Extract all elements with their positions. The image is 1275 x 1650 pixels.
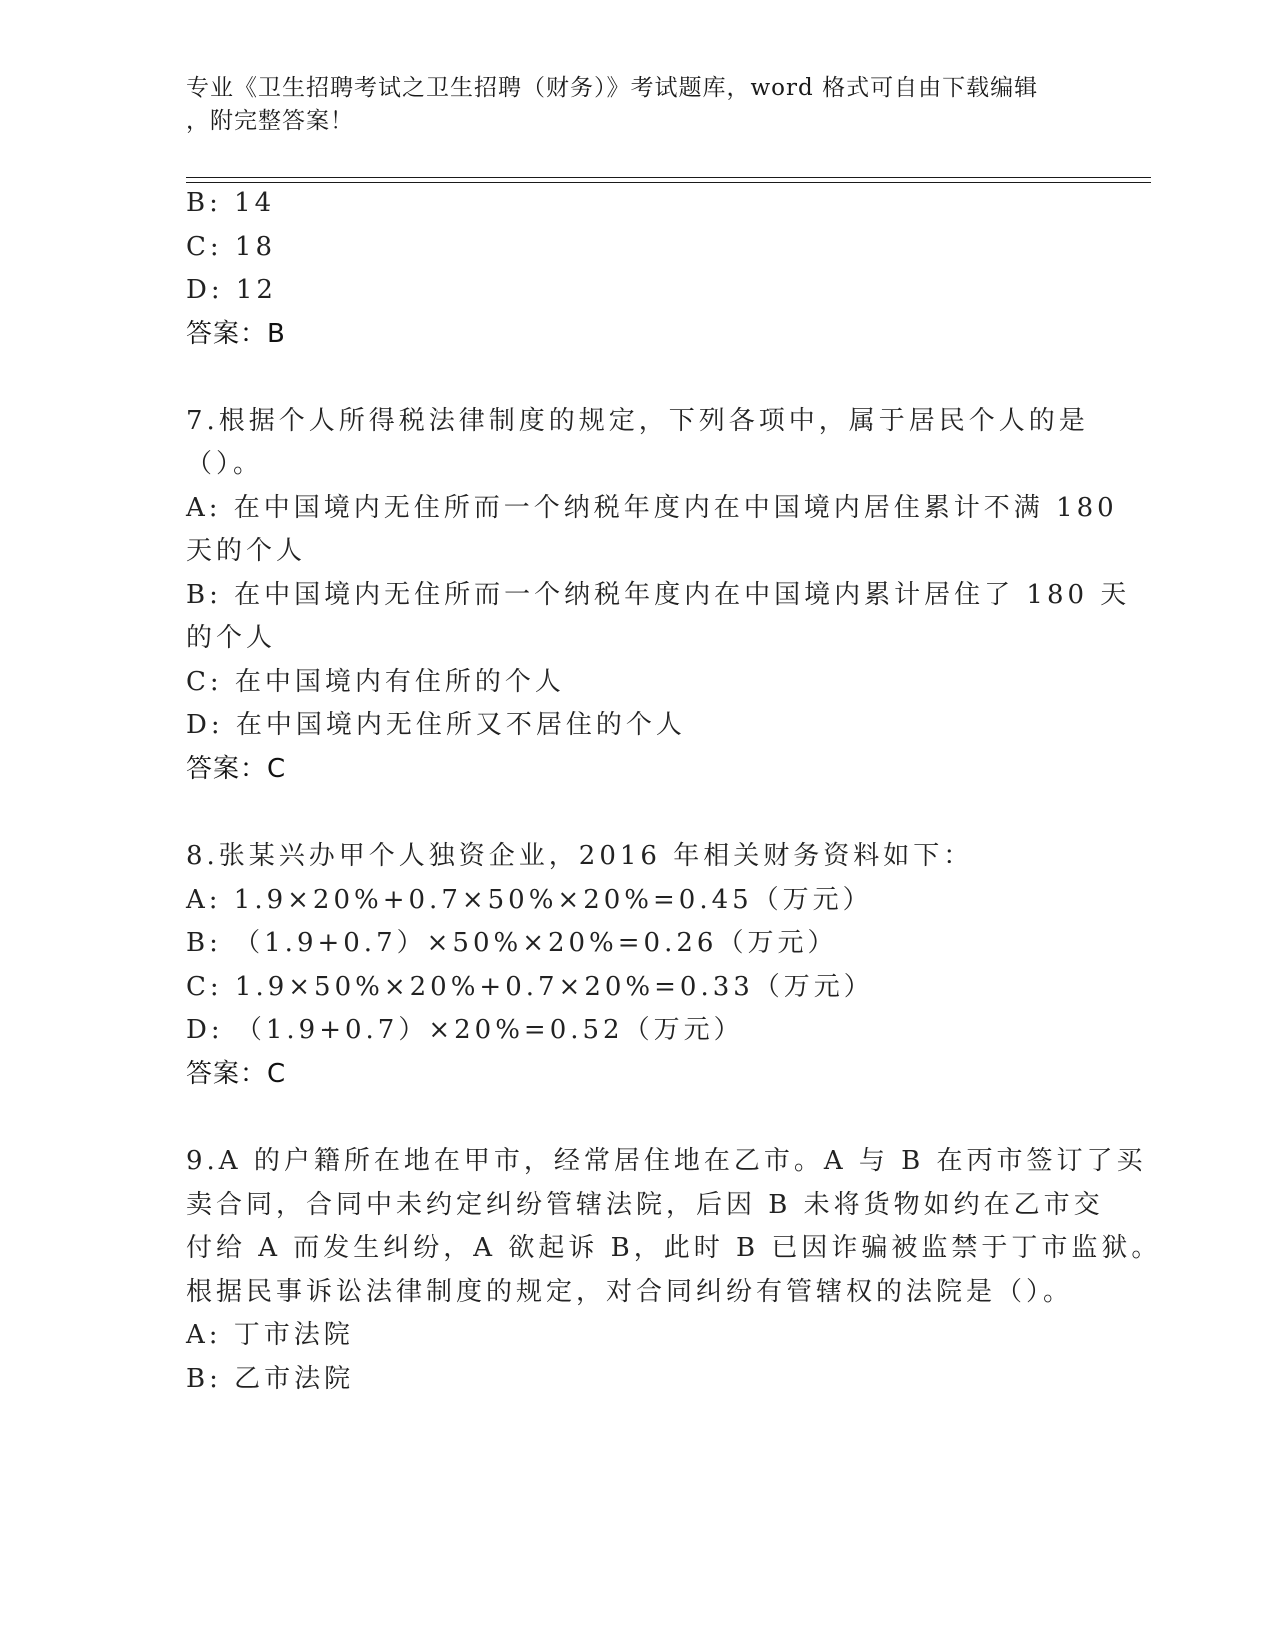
q9-option-b: B: 乙市法院 <box>186 1364 355 1394</box>
document-header <box>186 72 1066 138</box>
q7-option-c: C: 在中国境内有住所的个人 <box>186 667 565 697</box>
q9-option-a: A: 丁市法院 <box>186 1320 354 1350</box>
q7-answer: 答案：C <box>186 754 287 784</box>
q7-option-b-line-2: 的个人 <box>186 623 277 653</box>
q8-option-d: D: （1.9+0.7）×20%=0.52（万元） <box>186 1015 744 1045</box>
prev-option-d: D: 12 <box>186 275 277 305</box>
header-line-2: ，附完整答案！ <box>186 108 354 134</box>
q8-answer: 答案：C <box>186 1059 287 1089</box>
prev-option-b: B: 14 <box>186 188 276 218</box>
q9-stem-line-4: 根据民事诉讼法律制度的规定，对合同纠纷有管辖权的法院是（）。 <box>186 1277 1074 1307</box>
header-divider-top <box>186 177 1151 178</box>
q7-option-b-line-1: B: 在中国境内无住所而一个纳税年度内在中国境内累计居住了 180 天 <box>186 580 1131 610</box>
q8-option-a: A: 1.9×20%+0.7×50%×20%=0.45（万元） <box>186 885 873 915</box>
q7-option-a-line-2: 天的个人 <box>186 536 307 566</box>
header-divider-bottom <box>186 182 1151 183</box>
q8-option-c: C: 1.9×50%×20%+0.7×20%=0.33（万元） <box>186 972 874 1002</box>
prev-option-c: C: 18 <box>186 232 277 262</box>
q8-stem: 8.张某兴办甲个人独资企业，2016 年相关财务资料如下： <box>186 841 974 871</box>
prev-answer: 答案：B <box>186 319 286 349</box>
q8-option-b: B: （1.9+0.7）×50%×20%=0.26（万元） <box>186 928 838 958</box>
q9-stem-line-2: 卖合同，合同中未约定纠纷管辖法院，后因 B 未将货物如约在乙市交 <box>186 1190 1104 1220</box>
header-line-1: 专业《卫生招聘考试之卫生招聘（财务）》考试题库，word 格式可自由下载编辑 <box>186 75 1039 101</box>
q7-option-a-line-1: A: 在中国境内无住所而一个纳税年度内在中国境内居住累计不满 180 <box>186 493 1118 523</box>
q9-stem-line-3: 付给 A 而发生纠纷，A 欲起诉 B，此时 B 已因诈骗被监禁于丁市监狱。 <box>186 1233 1162 1263</box>
q7-option-d: D: 在中国境内无住所又不居住的个人 <box>186 710 686 740</box>
q7-stem-line-1: 7.根据个人所得税法律制度的规定，下列各项中，属于居民个人的是 <box>186 406 1089 436</box>
q7-stem-line-2: （）。 <box>186 449 264 479</box>
q9-stem-line-1: 9.A 的户籍所在地在甲市，经常居住地在乙市。A 与 B 在丙市签订了买 <box>186 1146 1147 1176</box>
